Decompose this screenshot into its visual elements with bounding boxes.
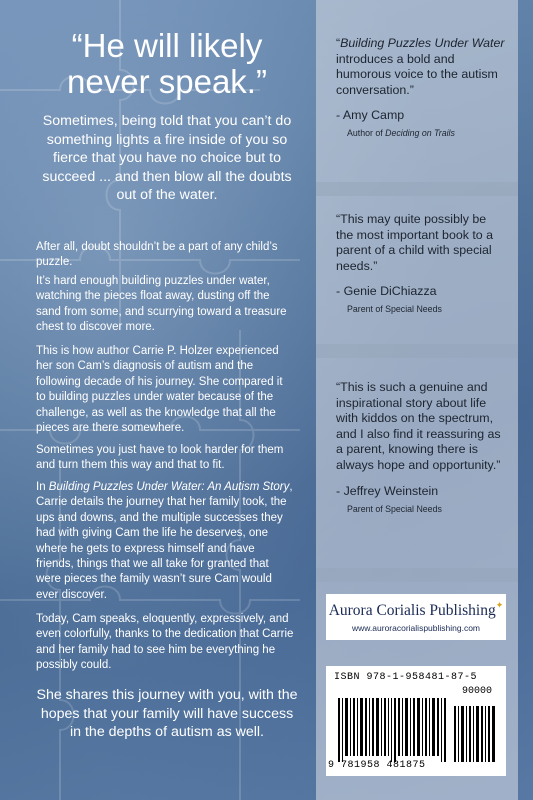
barcode-digits: 9 781958 481875 <box>328 760 426 771</box>
endorser-credential: Parent of Special Needs <box>347 304 442 315</box>
body-paragraph: Sometimes you just have to look harder for them and turn them this way and that to fit. <box>36 444 284 472</box>
price-code: 90000 <box>462 686 493 697</box>
endorsement-quote: “This is such a genuine and inspirational story about life with kiddos on the spectrum, and I also find it reassuring as a parent, knowing there is always hope and opportunity.” <box>336 380 501 472</box>
headline-quote: “He will likely never speak.” <box>67 27 267 100</box>
body-paragraph: This is how author Carrie P. Holzer experienced her son Cam’s diagnosis of autism and the following decade of his journey. She compared it to building puzzles under water because of the challenge, as well as the knowledge that all the pieces are there somewhere. <box>36 345 283 435</box>
body-paragraph: It’s hard enough building puzzles under water, watching the pieces float away, dusting off the sand from some, and scurrying toward a treasure chest to discover more. <box>36 275 287 334</box>
publisher-url: www.auroracorialispublishing.com <box>351 623 481 633</box>
closing-paragraph: She shares this journey with you, with the hopes that your family will have success in the depths of autism as well. <box>36 687 298 740</box>
star-icon: ✦ <box>495 600 504 610</box>
endorser-name: - Jeffrey Weinstein <box>336 483 439 498</box>
endorsement-quote: “Building Puzzles Under Water introduces a bold and humorous voice to the autism conversation.” <box>336 36 505 97</box>
endorser-name: - Genie DiChiazza <box>336 284 437 299</box>
barcode-icon <box>334 686 500 762</box>
isbn-barcode <box>326 666 506 776</box>
endorser-credential: Author of Deciding on Trails <box>347 128 455 139</box>
body-paragraph: Today, Cam speaks, eloquently, expressively, and even colorfully, thanks to the dedication that Carrie and her family had to see him be everything he possibly could. <box>36 613 294 672</box>
endorser-name: - Amy Camp <box>336 108 405 123</box>
endorsement-amy-camp <box>336 36 506 139</box>
isbn-number: ISBN 978-1-958481-87-5 <box>334 672 478 683</box>
endorsement-jeffrey-weinstein <box>336 380 506 515</box>
panel-divider <box>316 182 518 196</box>
lead-paragraph: Sometimes, being told that you can’t do something lights a fire inside of you so fierce that you have no choice but to succeed ... and then blow all the doubts out of the water. <box>42 113 292 203</box>
panel-divider <box>316 344 518 358</box>
endorsement-quote: “This may quite possibly be the most important book to a parent of a child with special needs.” <box>336 212 494 273</box>
panel-divider <box>316 568 518 582</box>
endorsement-genie-dichiazza <box>336 212 506 315</box>
body-paragraph-story: In Building Puzzles Under Water: An Autism Story, Carrie details the journey that her family took, the ups and downs, and the multiple successes they had with giving Cam the life he deserves, one where he gets to express himself and have friends, things that we all take for granted that were pieces the family wasn’t sure Cam would ever discover. <box>36 481 293 601</box>
publisher-logo <box>326 594 506 640</box>
body-paragraph: After all, doubt shouldn’t be a part of any child’s puzzle. <box>36 241 278 269</box>
endorser-credential: Parent of Special Needs <box>347 503 442 514</box>
publisher-name: Aurora Corialis Publishing✦ <box>328 600 504 619</box>
